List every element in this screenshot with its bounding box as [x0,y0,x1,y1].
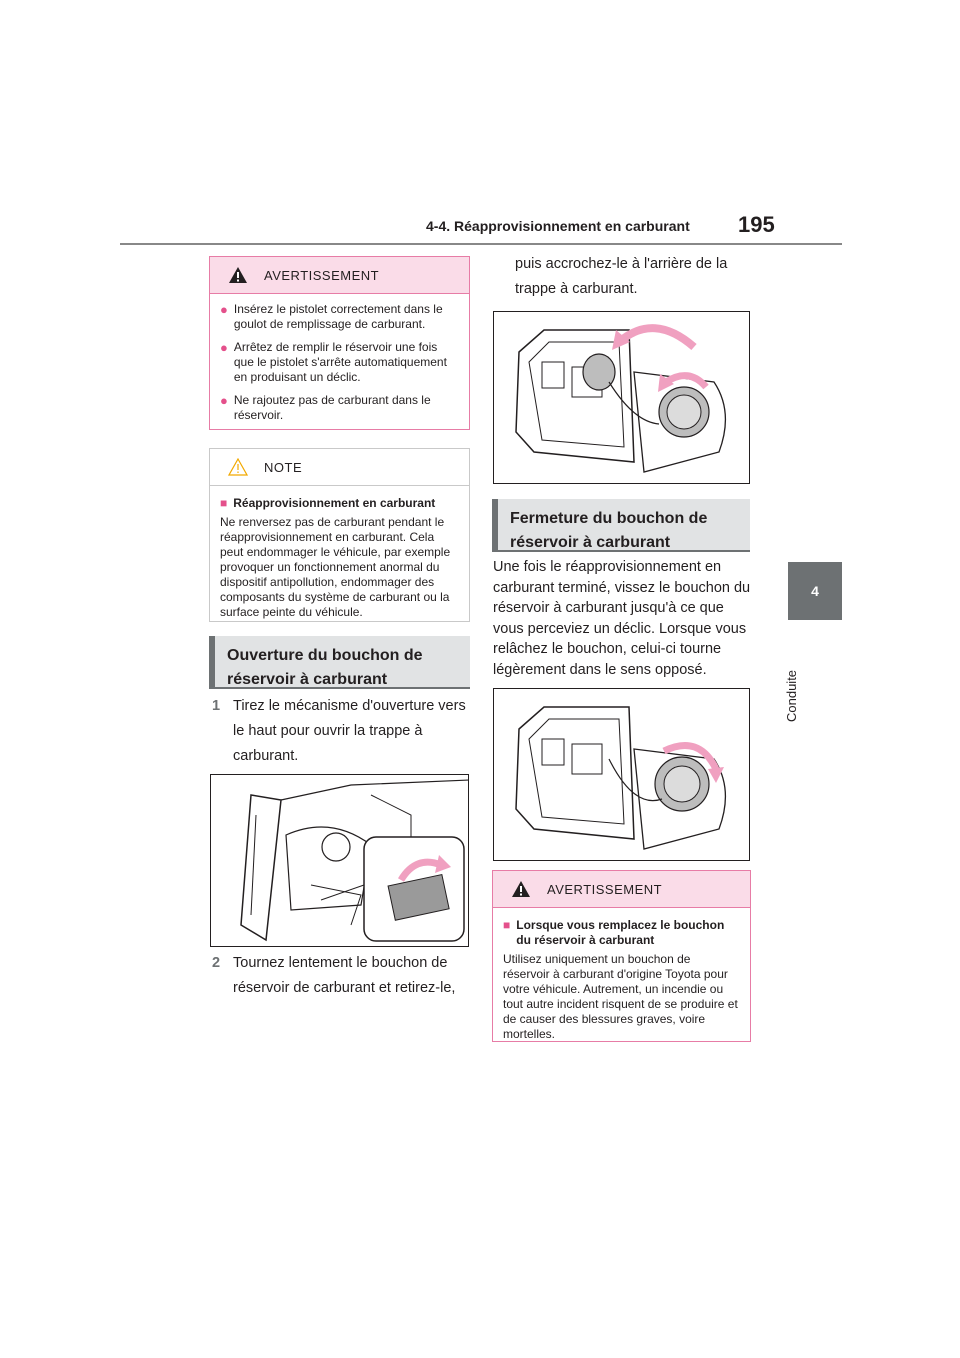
note-header [210,449,469,486]
section-title: 4-4. Réapprovisionnement en carburant [426,218,690,234]
note-box [209,448,470,622]
caution-icon [228,458,248,476]
step-2 [212,951,468,1001]
note-heading: ■ Réapprovisionnement en carburant [220,496,436,510]
warning-header [210,257,469,294]
step-2-continued: puis accrochez-le à l'arrière de la trappe à carburant. [515,256,728,297]
step-1 [212,694,468,769]
fuel-door-opener-illustration [210,774,469,947]
bullet-icon: ● [220,340,228,355]
page-number: 195 [738,212,775,237]
step-text: Tirez le mécanisme d'ouverture vers le haut pour ouvrir la trappe à carburant. [233,698,466,764]
chapter-tab[interactable]: 4 [788,562,842,620]
warning-icon [511,880,531,898]
warning-heading: ■ Lorsque vous remplacez le bouchon du réservoir à carburant [503,918,725,947]
step-text: Tournez lentement le bouchon de réservoir de carburant et retirez-le, [233,955,456,996]
bullet-icon: ● [220,393,228,408]
warning-box [492,870,751,1042]
note-text: Ne renversez pas de carburant pendant le réapprovisionnement en carburant. Cela peut endommager le véhicule, par exemple provoquer un fonctionnement anormal du dispositif antipollution, endommager des composants du système de carburant ou la surface peinte du véhicule. [220,515,451,619]
bullet-icon: ● [220,302,228,317]
step-number: 2 [212,955,221,971]
warning-title: AVERTISSEMENT [264,267,380,283]
header-rule [120,243,842,245]
fuel-cap-removal-illustration [493,311,750,484]
warning-item: ● Insérez le pistolet correctement dans le goulot de remplissage de carburant. [220,302,443,331]
square-bullet-icon: ■ [220,496,228,510]
warning-box [209,256,470,430]
closing-text: Une fois le réapprovisionnement en carburant terminé, vissez le bouchon du réservoir à carburant jusqu'à ce que vous perceviez un déclic. Lorsque vous relâchez le bouchon, celui-ci tourne légèrement dans le sens opposé. [493,559,751,678]
warning-text: Utilisez uniquement un bouchon de réservoir à carburant d'origine Toyota pour votre véhicule. Autrement, un incendie ou tout autre incident risquent de se produire et de causer des blessures graves, voire mortelles. [503,952,738,1041]
warning-title: AVERTISSEMENT [547,881,663,897]
step-number: 1 [212,698,221,714]
warning-header [493,871,750,908]
note-title: NOTE [264,459,303,475]
chapter-label: Conduite [784,669,799,723]
warning-item: ● Arrêtez de remplir le réservoir une fois que le pistolet s'arrête automatiquement en produisant un déclic. [220,340,447,384]
closing-section-heading: Fermeture du bouchon de réservoir à carburant [492,499,750,552]
square-bullet-icon: ■ [503,918,511,932]
fuel-cap-closing-illustration [493,688,750,861]
warning-icon [228,266,248,284]
opening-section-heading: Ouverture du bouchon de réservoir à carburant [209,636,470,689]
warning-item: ● Ne rajoutez pas de carburant dans le réservoir. [220,393,431,422]
